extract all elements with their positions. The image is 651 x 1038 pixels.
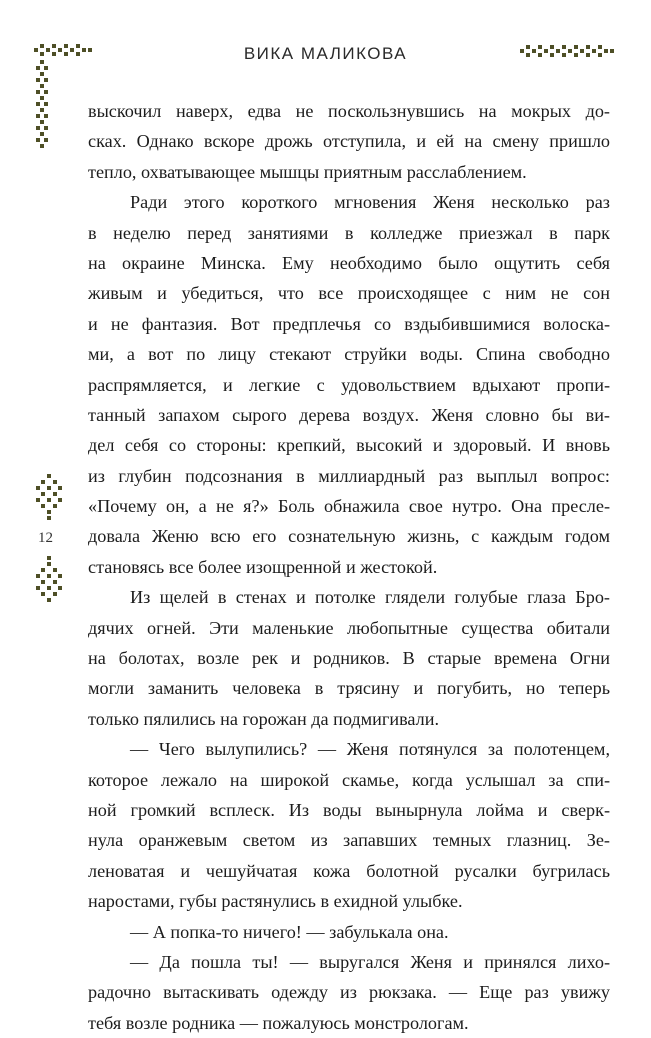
text-line: тебя возле родника — пожалуюсь монстрологам.	[88, 1012, 469, 1033]
text-line: сках. Однако вскоре дрожь отступила, и ей на смену пришло	[88, 131, 610, 152]
paragraph	[88, 734, 610, 916]
text-line: становясь все более изощренной и жестокой.	[88, 556, 438, 577]
text-line: радочно вытаскивать одежду из рюкзака. — Еще раз увижу	[88, 982, 610, 1003]
text-line: ной громкий всплеск. Из воды вынырнула лойма и сверк-	[88, 799, 610, 820]
text-line: в неделю перед занятиями в колледже приезжал в парк	[88, 222, 610, 243]
text-line: дел себя со стороны: крепкий, высокий и здоровый. И вновь	[88, 435, 610, 456]
text-line: живым и убедиться, что все происходящее с ним не сон	[88, 283, 610, 304]
text-line: выскочил наверх, едва не поскользнувшись на мокрых до-	[88, 101, 610, 121]
text-line: тепло, охватывающее мышцы приятным расслаблением.	[88, 161, 527, 182]
text-line: дячих огней. Эти маленькие любопытные существа обитали	[88, 617, 610, 638]
text-line: на окраине Минска. Ему необходимо было ощутить себя	[88, 252, 610, 273]
text-line: Ради этого короткого мгновения Женя несколько раз	[130, 192, 610, 213]
paragraph	[88, 917, 610, 947]
text-line: нула оранжевым светом из запавших темных глазниц. Зе-	[88, 830, 610, 851]
text-line: «Почему он, а не я?» Боль обнажила свое нутро. Она пресле-	[88, 496, 610, 517]
page-number: 12	[38, 530, 53, 546]
text-line: из глубин подсознания в миллиардный раз выплыл вопрос:	[88, 465, 610, 486]
paragraph	[88, 187, 610, 582]
text-line: ми, а вот по лицу стекают струйки воды. Спина свободно	[88, 344, 610, 365]
text-line: на болотах, возле рек и родников. В старые времена Огни	[88, 648, 610, 669]
text-line: наростами, губы растянулись в ехидной улыбке.	[88, 891, 463, 912]
text-line: — А попка-то ничего! — забулькала она.	[130, 921, 449, 942]
paragraph	[88, 947, 610, 1038]
text-line: танный запахом сырого дерева воздух. Женя словно бы ви-	[88, 404, 610, 425]
body-text	[88, 96, 610, 1038]
text-line: и не фантазия. Вот предплечья со вздыбившимися волоска-	[88, 313, 610, 334]
text-line: только пялились на горожан да подмигивали.	[88, 708, 440, 729]
text-line: Из щелей в стенах и потолке глядели голубые глаза Бро-	[130, 587, 610, 608]
text-line: могли заманить человека в трясину и погубить, но теперь	[88, 678, 610, 699]
text-line: — Чего вылупились? — Женя потянулся за полотенцем,	[130, 739, 610, 760]
text-line: леноватая и чешуйчатая кожа болотной русалки бугрилась	[88, 860, 610, 881]
text-line: довала Женю всю его сознательную жизнь, с каждым годом	[88, 526, 610, 547]
text-line: распрямляется, и легкие с удовольствием вдыхают пропи-	[88, 374, 610, 395]
paragraph	[88, 96, 610, 187]
text-line: которое лежало на широкой скамье, когда услышал за спи-	[88, 769, 610, 790]
paragraph	[88, 582, 610, 734]
text-line: — Да пошла ты! — выругался Женя и принялся лихо-	[130, 951, 610, 972]
running-head: ВИКА МАЛИКОВА	[243, 44, 408, 63]
